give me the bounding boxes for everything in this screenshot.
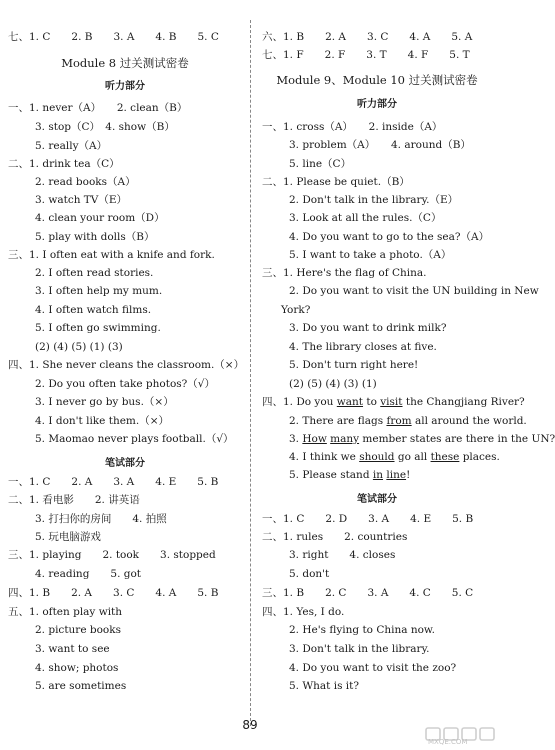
answer-line	[289, 377, 377, 391]
answer-line	[289, 679, 359, 693]
answer-line	[262, 530, 407, 544]
line-text: 5. really（A）	[35, 140, 108, 152]
line-text: 四、1. B 2. A 3. C 4. A 5. B	[8, 587, 219, 599]
line-text: York?	[281, 304, 311, 316]
line-text: 4. show; photos	[35, 662, 119, 674]
answer-line	[8, 605, 122, 619]
answer-line	[254, 98, 500, 112]
answer-line	[289, 450, 500, 464]
answer-line	[35, 377, 215, 391]
answer-line	[262, 48, 470, 62]
answer-line	[8, 157, 120, 171]
answer-line	[0, 80, 250, 94]
answer-line	[35, 303, 151, 317]
line-text: 4. reading 5. got	[35, 568, 142, 580]
filled-blank: should	[359, 451, 395, 463]
line-text: 4. Do you want to visit the zoo?	[289, 662, 457, 674]
answer-line	[35, 230, 155, 244]
line-text: 5. play with dolls（B）	[35, 231, 155, 243]
line-text: the Changjiang River?	[402, 396, 525, 408]
line-text: 二、1. rules 2. countries	[262, 531, 408, 543]
filled-blank: these	[430, 451, 460, 463]
answer-line	[262, 605, 344, 619]
answer-line	[35, 414, 169, 428]
answer-line	[289, 358, 418, 372]
answer-line	[289, 211, 441, 225]
line-text: 3. 打扫你的房间 4. 拍照	[35, 513, 167, 525]
line-text: 听力部分	[357, 99, 397, 110]
line-text: 3. I never go by bus.（×）	[35, 396, 174, 408]
answer-line	[35, 530, 101, 544]
line-text: 5. What is it?	[289, 680, 360, 692]
answer-line	[262, 30, 472, 44]
line-text: to	[363, 396, 381, 408]
answer-line	[35, 567, 141, 581]
answer-line	[35, 512, 167, 526]
answer-line	[8, 493, 140, 507]
line-text: 3. problem（A） 4. around（B）	[289, 139, 471, 151]
answer-line	[35, 193, 127, 207]
line-text: 三、1. Here's the flag of China.	[262, 267, 427, 279]
answer-line	[0, 56, 250, 70]
line-text: 四、1. Do you	[262, 396, 337, 408]
answer-line	[35, 120, 175, 134]
line-text: 3. I often help my mum.	[35, 285, 163, 297]
answer-line	[254, 73, 500, 87]
answer-line	[262, 512, 473, 526]
line-text: 4. I often watch films.	[35, 304, 152, 316]
line-text: 5. Don't turn right here!	[289, 359, 419, 371]
line-text: (2) (4) (5) (1) (3)	[35, 341, 123, 353]
line-text: 听力部分	[105, 81, 145, 92]
line-text: 二、1. 看电影 2. 讲英语	[8, 494, 140, 506]
line-text: 2. Do you often take photos?（√）	[35, 378, 215, 390]
answer-line	[289, 340, 437, 354]
line-text: 3. Don't talk in the library.	[289, 643, 430, 655]
line-text: 2. read books（A）	[35, 176, 136, 188]
line-text: 5. don't	[289, 568, 330, 580]
answer-line	[35, 211, 165, 225]
line-text: 4. clean your room（D）	[35, 212, 165, 224]
line-text: 三、1. I often eat with a knife and fork.	[8, 249, 215, 261]
line-text: (2) (5) (4) (3) (1)	[289, 378, 377, 390]
line-text: 二、1. drink tea（C）	[8, 158, 120, 170]
answer-line	[8, 586, 218, 600]
answer-line	[262, 120, 442, 134]
line-text: 笔试部分	[105, 458, 145, 469]
line-text: 5. line（C）	[289, 158, 352, 170]
answer-line	[262, 395, 525, 409]
line-text: 3.	[289, 433, 303, 445]
line-text: 3. want to see	[35, 643, 110, 655]
answer-line	[289, 468, 410, 482]
answer-line	[254, 493, 500, 507]
answer-line	[8, 548, 216, 562]
filled-blank: many	[330, 433, 360, 445]
line-text: 一、1. C 2. D 3. A 4. E 5. B	[262, 513, 474, 525]
line-text: 四、1. She never cleans the classroom.（×）	[8, 359, 245, 371]
line-text: 5. Please stand	[289, 469, 373, 481]
line-text: 2. There are flags	[289, 415, 387, 427]
watermark-text: MXQE.COM	[428, 738, 468, 746]
answer-line	[289, 321, 446, 335]
answer-line	[289, 157, 351, 171]
answer-line	[8, 101, 187, 115]
line-text: 3. watch TV（E）	[35, 194, 128, 206]
answer-line	[35, 321, 161, 335]
answer-line	[289, 414, 527, 428]
filled-blank: want	[336, 396, 364, 408]
answer-line	[281, 303, 310, 317]
line-text: 4. Do you want to go to the sea?（A）	[289, 231, 490, 243]
line-text: 4. I don't like them.（×）	[35, 415, 170, 427]
page-number: 89	[242, 718, 258, 732]
answer-line	[35, 432, 234, 446]
line-text: 5. I want to take a photo.（A）	[289, 249, 452, 261]
line-text: go all	[394, 451, 431, 463]
line-text: 七、1. F 2. F 3. T 4. F 5. T	[262, 49, 470, 61]
answer-line	[289, 642, 429, 656]
line-text: 四、1. Yes, I do.	[262, 606, 345, 618]
answer-line	[289, 248, 451, 262]
line-text: places.	[459, 451, 500, 463]
line-text: 一、1. C 2. A 3. A 4. E 5. B	[8, 476, 219, 488]
line-text: 七、1. C 2. B 3. A 4. B 5. C	[8, 31, 219, 43]
filled-blank: in	[372, 469, 384, 481]
line-text: 一、1. never（A） 2. clean（B）	[8, 102, 188, 114]
line-text: !	[406, 469, 411, 481]
line-text: member states are there in the UN?	[359, 433, 555, 445]
answer-line	[8, 248, 215, 262]
answer-line	[8, 30, 219, 44]
answer-line	[289, 623, 435, 637]
answer-line	[289, 548, 395, 562]
line-text: 一、1. cross（A） 2. inside（A）	[262, 121, 443, 133]
line-text: 2. picture books	[35, 624, 121, 636]
line-text: 4. I think we	[289, 451, 360, 463]
line-text: 六、1. B 2. A 3. C 4. A 5. A	[262, 31, 473, 43]
line-text: Module 9、Module 10 过关测试密卷	[276, 73, 478, 87]
answer-line	[35, 395, 174, 409]
answer-line	[289, 230, 489, 244]
filled-blank: from	[386, 415, 412, 427]
answer-line	[35, 642, 110, 656]
answer-line	[0, 457, 250, 471]
line-text: 2. Don't talk in the library.（E）	[289, 194, 459, 206]
line-text: 3. stop（C） 4. show（B）	[35, 121, 175, 133]
line-text: 2. Do you want to visit the UN building in New	[289, 285, 539, 297]
line-text: 三、1. B 2. C 3. A 4. C 5. C	[262, 587, 474, 599]
answer-line	[8, 475, 218, 489]
answer-line	[289, 432, 555, 446]
line-text: 笔试部分	[357, 494, 397, 505]
filled-blank: How	[302, 433, 327, 445]
filled-blank: visit	[380, 396, 403, 408]
answer-line	[35, 266, 153, 280]
line-text: 5. are sometimes	[35, 680, 127, 692]
line-text: 2. He's flying to China now.	[289, 624, 436, 636]
answer-line	[262, 266, 427, 280]
line-text: 二、1. Please be quiet.（B）	[262, 176, 410, 188]
answer-line	[35, 284, 162, 298]
line-text: 5. Maomao never plays football.（√）	[35, 433, 234, 445]
answer-line	[35, 679, 126, 693]
filled-blank: line	[386, 469, 407, 481]
answer-line	[35, 175, 136, 189]
line-text: 4. The library closes at five.	[289, 341, 437, 353]
line-text: 3. Do you want to drink milk?	[289, 322, 447, 334]
answer-line	[289, 193, 458, 207]
answer-line	[262, 586, 473, 600]
answer-line	[35, 139, 107, 153]
line-text: 5. I often go swimming.	[35, 322, 161, 334]
answer-line	[289, 138, 471, 152]
answer-line	[289, 661, 456, 675]
answer-line	[8, 358, 244, 372]
answer-line	[35, 623, 121, 637]
line-text: 五、1. often play with	[8, 606, 123, 618]
line-text: all around the world.	[411, 415, 527, 427]
line-text: 3. right 4. closes	[289, 549, 396, 561]
answer-line	[289, 567, 329, 581]
line-text: 三、1. playing 2. took 3. stopped	[8, 549, 216, 561]
answer-line	[262, 175, 410, 189]
answer-line	[289, 284, 539, 298]
line-text: Module 8 过关测试密卷	[61, 56, 189, 70]
line-text: 3. Look at all the rules.（C）	[289, 212, 442, 224]
answer-line	[35, 661, 118, 675]
line-text: 5. 玩电脑游戏	[35, 531, 101, 543]
line-text: 2. I often read stories.	[35, 267, 154, 279]
column-divider	[250, 20, 251, 726]
answer-line	[35, 340, 123, 354]
